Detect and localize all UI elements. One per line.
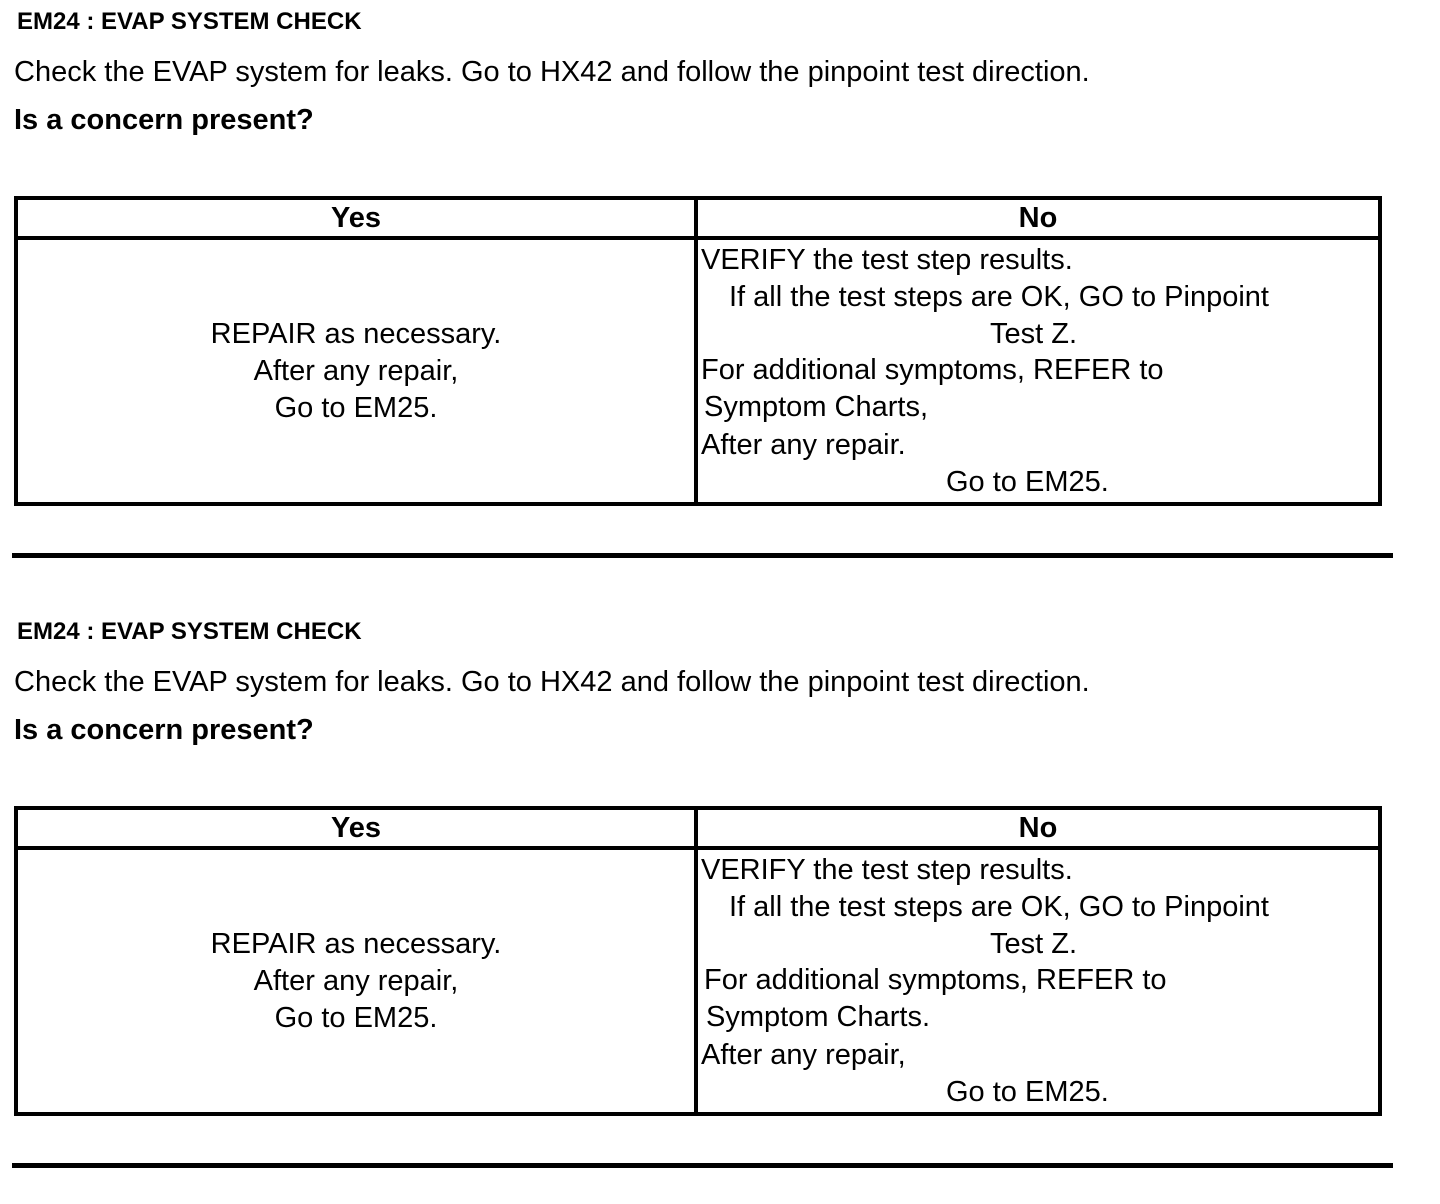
- step-instruction: Check the EVAP system for leaks. Go to HX42 and follow the pinpoint test direction.: [14, 666, 1090, 698]
- section-divider: [12, 1163, 1393, 1168]
- yes-line: After any repair,: [253, 354, 459, 387]
- no-cell: [696, 848, 1380, 1114]
- no-line: VERIFY the test step results.: [701, 244, 1073, 276]
- no-line: Go to EM25.: [946, 466, 1109, 498]
- no-line: For additional symptoms, REFER to: [701, 354, 1164, 386]
- no-header: No: [696, 198, 1380, 238]
- decision-table: [14, 196, 1382, 506]
- no-line: Go to EM25.: [946, 1076, 1109, 1108]
- yes-cell: [16, 848, 696, 1114]
- step-question: Is a concern present?: [14, 714, 314, 746]
- no-line: Test Z.: [990, 318, 1078, 350]
- yes-header: Yes: [16, 198, 696, 238]
- no-line: VERIFY the test step results.: [701, 854, 1073, 886]
- no-line: Symptom Charts.: [706, 1001, 930, 1033]
- no-line: For additional symptoms, REFER to: [704, 964, 1167, 996]
- step-title: EM24 : EVAP SYSTEM CHECK: [17, 8, 362, 35]
- yes-line: After any repair,: [253, 964, 459, 997]
- diagnostic-step-1: [0, 0, 1440, 594]
- section-divider: [12, 553, 1393, 558]
- step-question: Is a concern present?: [14, 104, 314, 136]
- no-line: Test Z.: [990, 928, 1078, 960]
- no-header: No: [696, 808, 1380, 848]
- no-line: Symptom Charts,: [704, 391, 928, 423]
- yes-line: Go to EM25.: [274, 391, 438, 424]
- step-instruction: Check the EVAP system for leaks. Go to HX42 and follow the pinpoint test direction.: [14, 56, 1090, 88]
- no-line: If all the test steps are OK, GO to Pinpoint: [729, 891, 1269, 923]
- yes-header: Yes: [16, 808, 696, 848]
- no-cell: [696, 238, 1380, 504]
- yes-line: REPAIR as necessary.: [210, 317, 502, 350]
- yes-cell: [16, 238, 696, 504]
- yes-line: Go to EM25.: [274, 1001, 438, 1034]
- decision-table: [14, 806, 1382, 1116]
- step-title: EM24 : EVAP SYSTEM CHECK: [17, 618, 362, 645]
- no-line: After any repair,: [701, 1039, 906, 1071]
- diagnostic-step-2: [0, 610, 1440, 1204]
- no-line: After any repair.: [701, 429, 906, 461]
- no-line: If all the test steps are OK, GO to Pinpoint: [729, 281, 1269, 313]
- yes-line: REPAIR as necessary.: [210, 927, 502, 960]
